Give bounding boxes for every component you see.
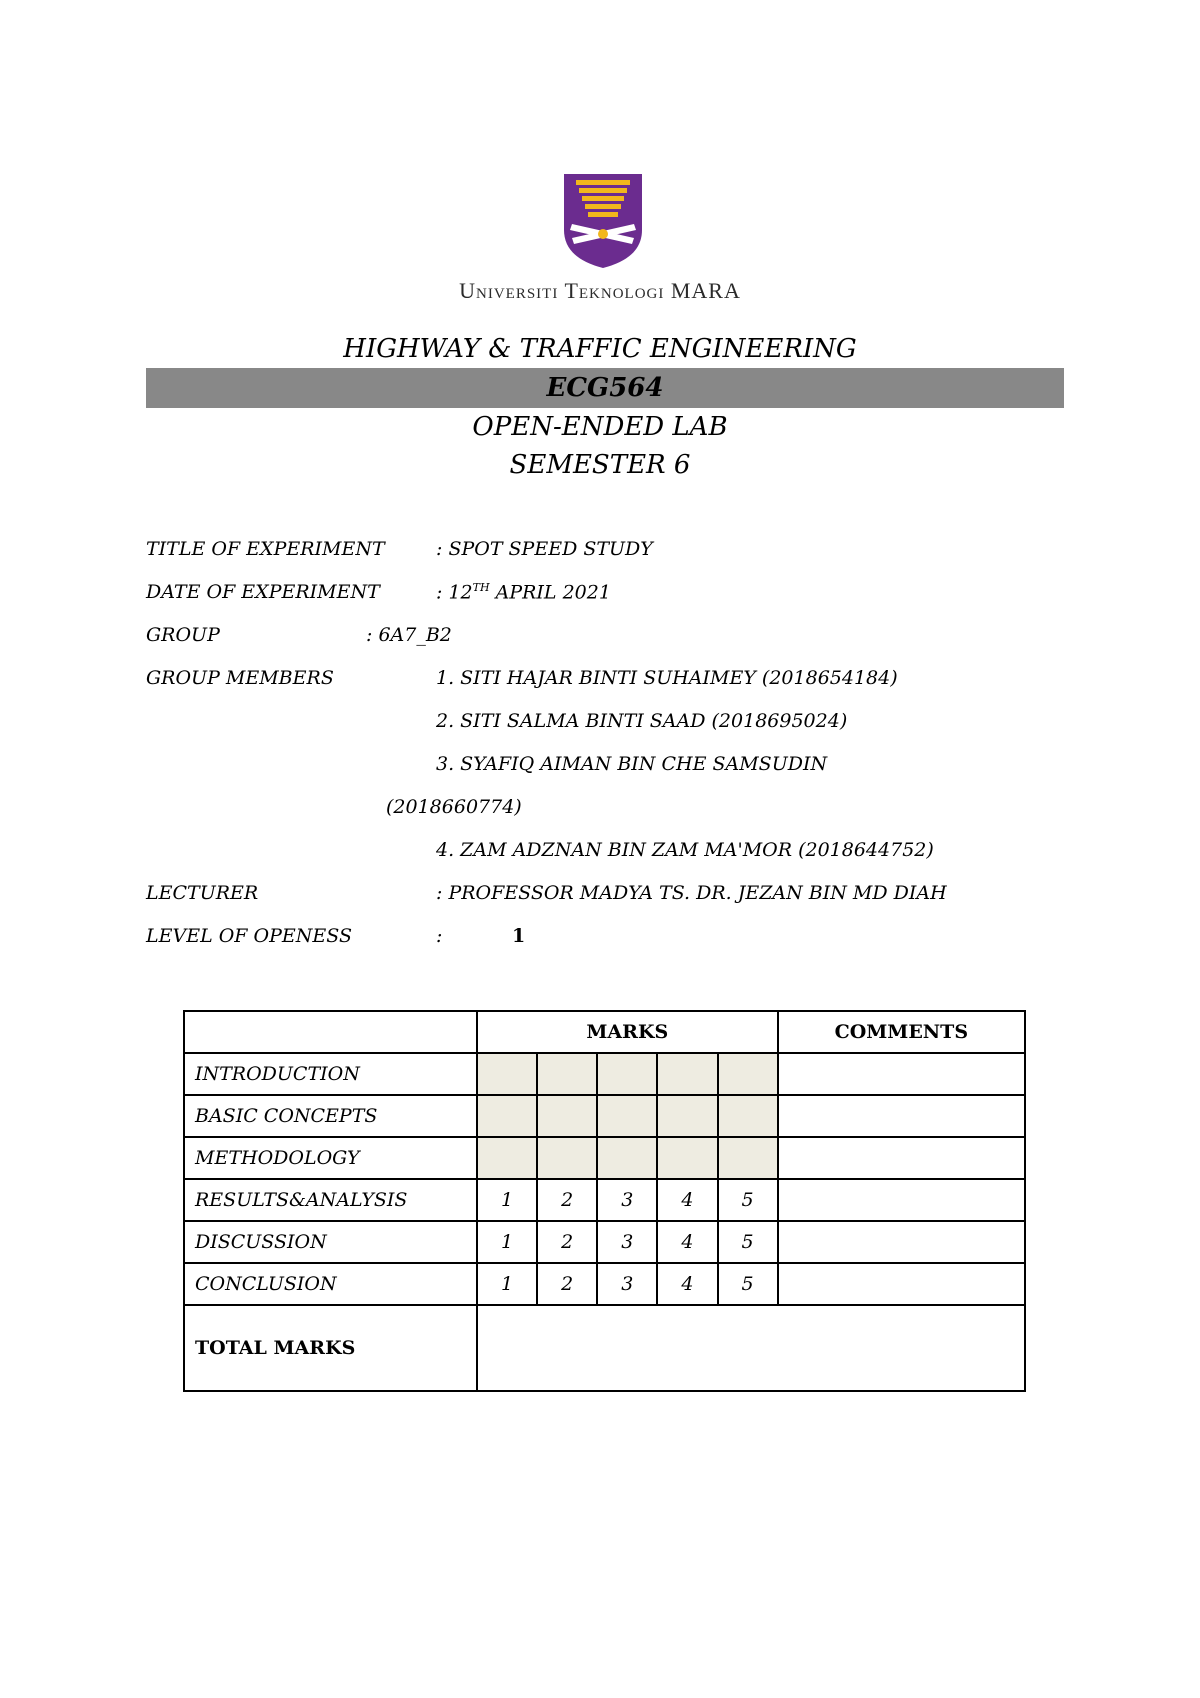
- score-cell: 3: [597, 1221, 657, 1263]
- date-month-year: APRIL 2021: [489, 581, 611, 604]
- criterion-label: BASIC CONCEPTS: [184, 1095, 477, 1137]
- score-cell: [537, 1053, 597, 1095]
- table-row: [184, 1095, 1025, 1137]
- comment-cell: [778, 1053, 1025, 1095]
- title-row: [146, 538, 1086, 581]
- university-name: Universiti Teknologi MARA: [459, 278, 741, 303]
- score-cell: [477, 1137, 537, 1179]
- member-row: [146, 753, 1086, 796]
- score-cell: 4: [657, 1221, 717, 1263]
- score-cell: [477, 1053, 537, 1095]
- score-cell: 2: [537, 1263, 597, 1305]
- member-2: 2. SITI SALMA BINTI SAAD (2018695024): [436, 710, 848, 732]
- score-cell: [718, 1095, 778, 1137]
- group-value: : 6A7_B2: [366, 624, 452, 646]
- semester: SEMESTER 6: [509, 450, 691, 480]
- score-cell: [597, 1137, 657, 1179]
- lecturer-label: LECTURER: [146, 882, 259, 904]
- comment-cell: [778, 1095, 1025, 1137]
- score-cell: 1: [477, 1179, 537, 1221]
- marks-table: [183, 1010, 1026, 1392]
- score-cell: 2: [537, 1221, 597, 1263]
- openess-value: 1: [512, 925, 526, 947]
- experiment-info: [146, 538, 1086, 968]
- comments-header: COMMENTS: [778, 1011, 1025, 1053]
- members-label: GROUP MEMBERS: [146, 667, 334, 689]
- score-cell: 5: [718, 1263, 778, 1305]
- member-row: [146, 796, 1086, 839]
- group-row: [146, 624, 1086, 667]
- marks-header: MARKS: [477, 1011, 778, 1053]
- criterion-label: RESULTS&ANALYSIS: [184, 1179, 477, 1221]
- member-row: [146, 710, 1086, 753]
- score-cell: [718, 1137, 778, 1179]
- openess-colon: :: [436, 925, 443, 947]
- date-label: DATE OF EXPERIMENT: [146, 581, 380, 603]
- score-cell: 3: [597, 1179, 657, 1221]
- member-3: 3. SYAFIQ AIMAN BIN CHE SAMSUDIN: [436, 753, 828, 775]
- criterion-label: METHODOLOGY: [184, 1137, 477, 1179]
- criterion-label: INTRODUCTION: [184, 1053, 477, 1095]
- score-cell: [597, 1095, 657, 1137]
- title-value: : SPOT SPEED STUDY: [436, 538, 653, 560]
- score-cell: [657, 1053, 717, 1095]
- score-cell: 3: [597, 1263, 657, 1305]
- table-row: [184, 1179, 1025, 1221]
- openess-row: [146, 925, 1086, 968]
- total-marks-value: [477, 1305, 1025, 1391]
- comment-cell: [778, 1179, 1025, 1221]
- member-4: 4. ZAM ADZNAN BIN ZAM MA'MOR (2018644752): [436, 839, 934, 861]
- table-row: [184, 1137, 1025, 1179]
- total-row: [184, 1305, 1025, 1391]
- score-cell: [537, 1137, 597, 1179]
- criterion-label: DISCUSSION: [184, 1221, 477, 1263]
- score-cell: 1: [477, 1263, 537, 1305]
- member-3-id: (2018660774): [386, 796, 522, 818]
- comment-cell: [778, 1137, 1025, 1179]
- uitm-logo: [562, 172, 644, 270]
- total-marks-label: TOTAL MARKS: [184, 1305, 477, 1391]
- score-cell: 4: [657, 1263, 717, 1305]
- table-header-row: [184, 1011, 1025, 1053]
- table-row: [184, 1263, 1025, 1305]
- header-empty-cell: [184, 1011, 477, 1053]
- criterion-label: CONCLUSION: [184, 1263, 477, 1305]
- score-cell: [477, 1095, 537, 1137]
- course-code-bar: [146, 368, 1064, 408]
- lecturer-row: [146, 882, 1086, 925]
- lab-type: OPEN-ENDED LAB: [472, 412, 728, 442]
- score-cell: 5: [718, 1221, 778, 1263]
- member-row: [146, 839, 1086, 882]
- score-cell: 5: [718, 1179, 778, 1221]
- date-day: : 12: [436, 581, 473, 604]
- score-cell: [657, 1137, 717, 1179]
- member-1: 1. SITI HAJAR BINTI SUHAIMEY (2018654184): [436, 667, 898, 689]
- score-cell: 1: [477, 1221, 537, 1263]
- score-cell: 2: [537, 1179, 597, 1221]
- group-label: GROUP: [146, 624, 220, 646]
- title-label: TITLE OF EXPERIMENT: [146, 538, 385, 560]
- table-row: [184, 1053, 1025, 1095]
- openess-label: LEVEL OF OPENESS: [146, 925, 352, 947]
- score-cell: 4: [657, 1179, 717, 1221]
- course-code: ECG564: [546, 373, 664, 403]
- lecturer-value: : PROFESSOR MADYA TS. DR. JEZAN BIN MD DIAH: [436, 882, 947, 904]
- comment-cell: [778, 1263, 1025, 1305]
- score-cell: [537, 1095, 597, 1137]
- score-cell: [657, 1095, 717, 1137]
- score-cell: [597, 1053, 657, 1095]
- members-row: [146, 667, 1086, 710]
- date-ordinal: TH: [472, 581, 490, 594]
- date-value: [436, 581, 611, 603]
- course-title: HIGHWAY & TRAFFIC ENGINEERING: [343, 334, 857, 364]
- comment-cell: [778, 1221, 1025, 1263]
- date-row: [146, 581, 1086, 624]
- table-row: [184, 1221, 1025, 1263]
- lab-info: [0, 408, 1200, 484]
- score-cell: [718, 1053, 778, 1095]
